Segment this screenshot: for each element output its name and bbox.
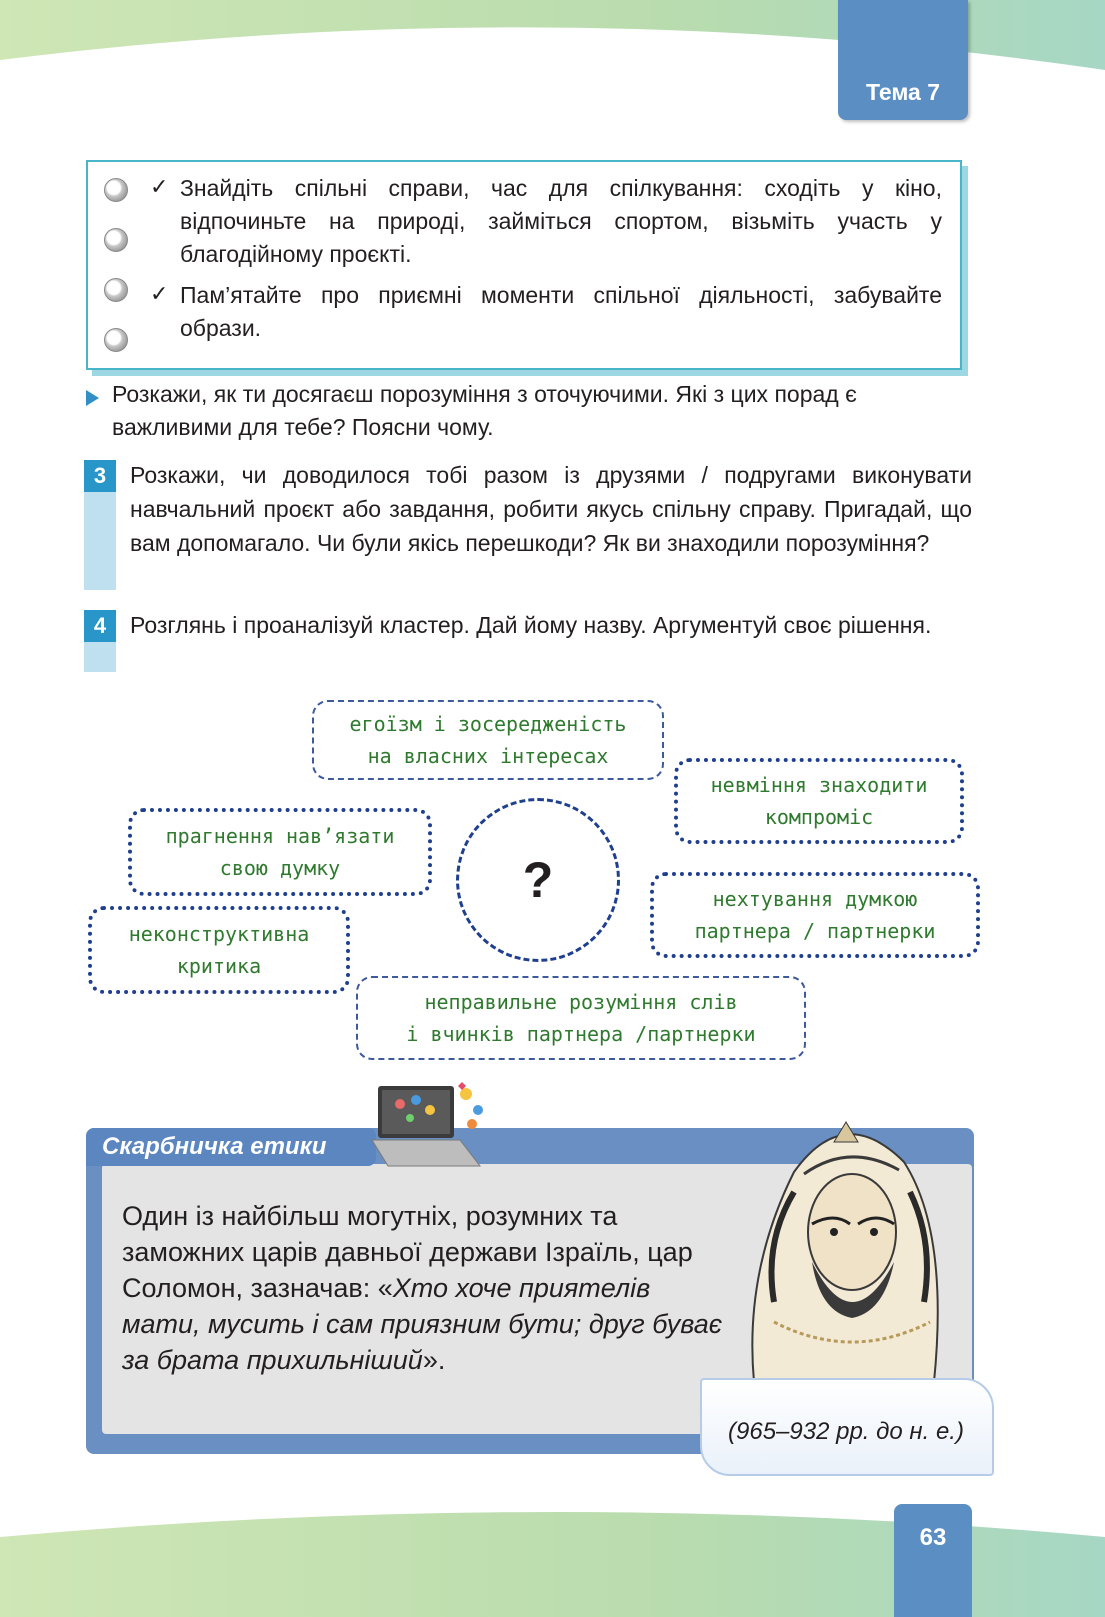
task-3-number: 3 <box>84 460 116 492</box>
king-solomon-portrait <box>734 1112 964 1382</box>
binder-ring-icon <box>104 278 128 302</box>
cluster-node-line: свою думку <box>219 856 341 880</box>
cluster-node-ignoring-partner <box>650 872 980 958</box>
topic-label: Тема 7 <box>865 79 941 105</box>
discussion-prompt: Розкажи, як ти досягаєш порозуміння з оточуючими. Які з цих порад є важливими для тебе? Поясни чому. <box>112 381 857 440</box>
task-4-text: Розглянь і проаналізуй кластер. Дай йому назву. Аргументуй своє рішення. <box>130 612 932 638</box>
treasury-quote: Хто хоче приятелів мати, мусить і сам приязним бути; друг буває за брата прихильніший <box>122 1273 723 1375</box>
laptop-icon <box>370 1080 490 1176</box>
cluster-node-line: неконструктивна <box>128 922 310 946</box>
cluster-node-misunderstanding <box>356 976 806 1060</box>
topic-tab <box>838 0 968 120</box>
cluster-node-line: неправильне розуміння слів <box>424 990 738 1014</box>
cluster-center: ? <box>456 798 620 962</box>
binder-ring-icon <box>104 178 128 202</box>
tip-item: Знайдіть спільні справи, час для спілкування: сходіть у кіно, відпочиньте на природі, займіться спортом, візьміть участь у благодійному проєкті. <box>180 175 942 267</box>
treasury-text-plain: Один із найбільш могутніх, розумних та заможних царів давньої держави Ізраїль, цар Соломон, зазначав: « <box>122 1201 693 1303</box>
cluster-node-line: компроміс <box>764 805 874 829</box>
cluster-node-line: егоїзм і зосередженість <box>349 712 627 736</box>
cluster-node-line: критика <box>176 954 262 978</box>
binder-ring-icon <box>104 328 128 352</box>
cluster-node-line: прагнення нав’язати <box>165 824 395 848</box>
cluster-node-egoism <box>312 700 664 780</box>
page-number: 63 <box>894 1504 972 1617</box>
cluster-node-criticism <box>88 906 350 994</box>
check-icon: ✓ <box>150 281 169 306</box>
cluster-node-line: на власних інтересах <box>367 744 609 768</box>
treasury-title: Скарбничка етики <box>86 1128 376 1166</box>
treasury-text <box>122 1198 732 1378</box>
binder-ring-icon <box>104 228 128 252</box>
check-icon: ✓ <box>150 174 169 199</box>
tip-item: Пам’ятайте про приємні моменти спільної діяльності, забувайте образи. <box>180 282 942 341</box>
cluster-node-impose-opinion <box>128 808 432 896</box>
cluster-node-compromise <box>674 758 964 844</box>
cluster-node-line: невміння знаходити <box>710 773 928 797</box>
task-3-text: Розкажи, чи доводилося тобі разом із друзями / подругами виконувати навчальний проєкт або завдання, робити якусь спільну справу. Пригадай, що вам допомагало. Чи були якісь перешкоди? Як ви знаходили порозуміння? <box>130 462 972 556</box>
triangle-bullet-icon <box>86 390 99 406</box>
task-4-number: 4 <box>84 610 116 642</box>
cluster-node-line: і вчинків партнера /партнерки <box>406 1022 756 1046</box>
cluster-node-line: партнера / партнерки <box>694 919 936 943</box>
cluster-node-line: нехтування думкою <box>712 887 918 911</box>
treasury-text-end: ». <box>422 1345 446 1375</box>
reign-dates: (965–932 рр. до н. е.) <box>728 1418 964 1445</box>
